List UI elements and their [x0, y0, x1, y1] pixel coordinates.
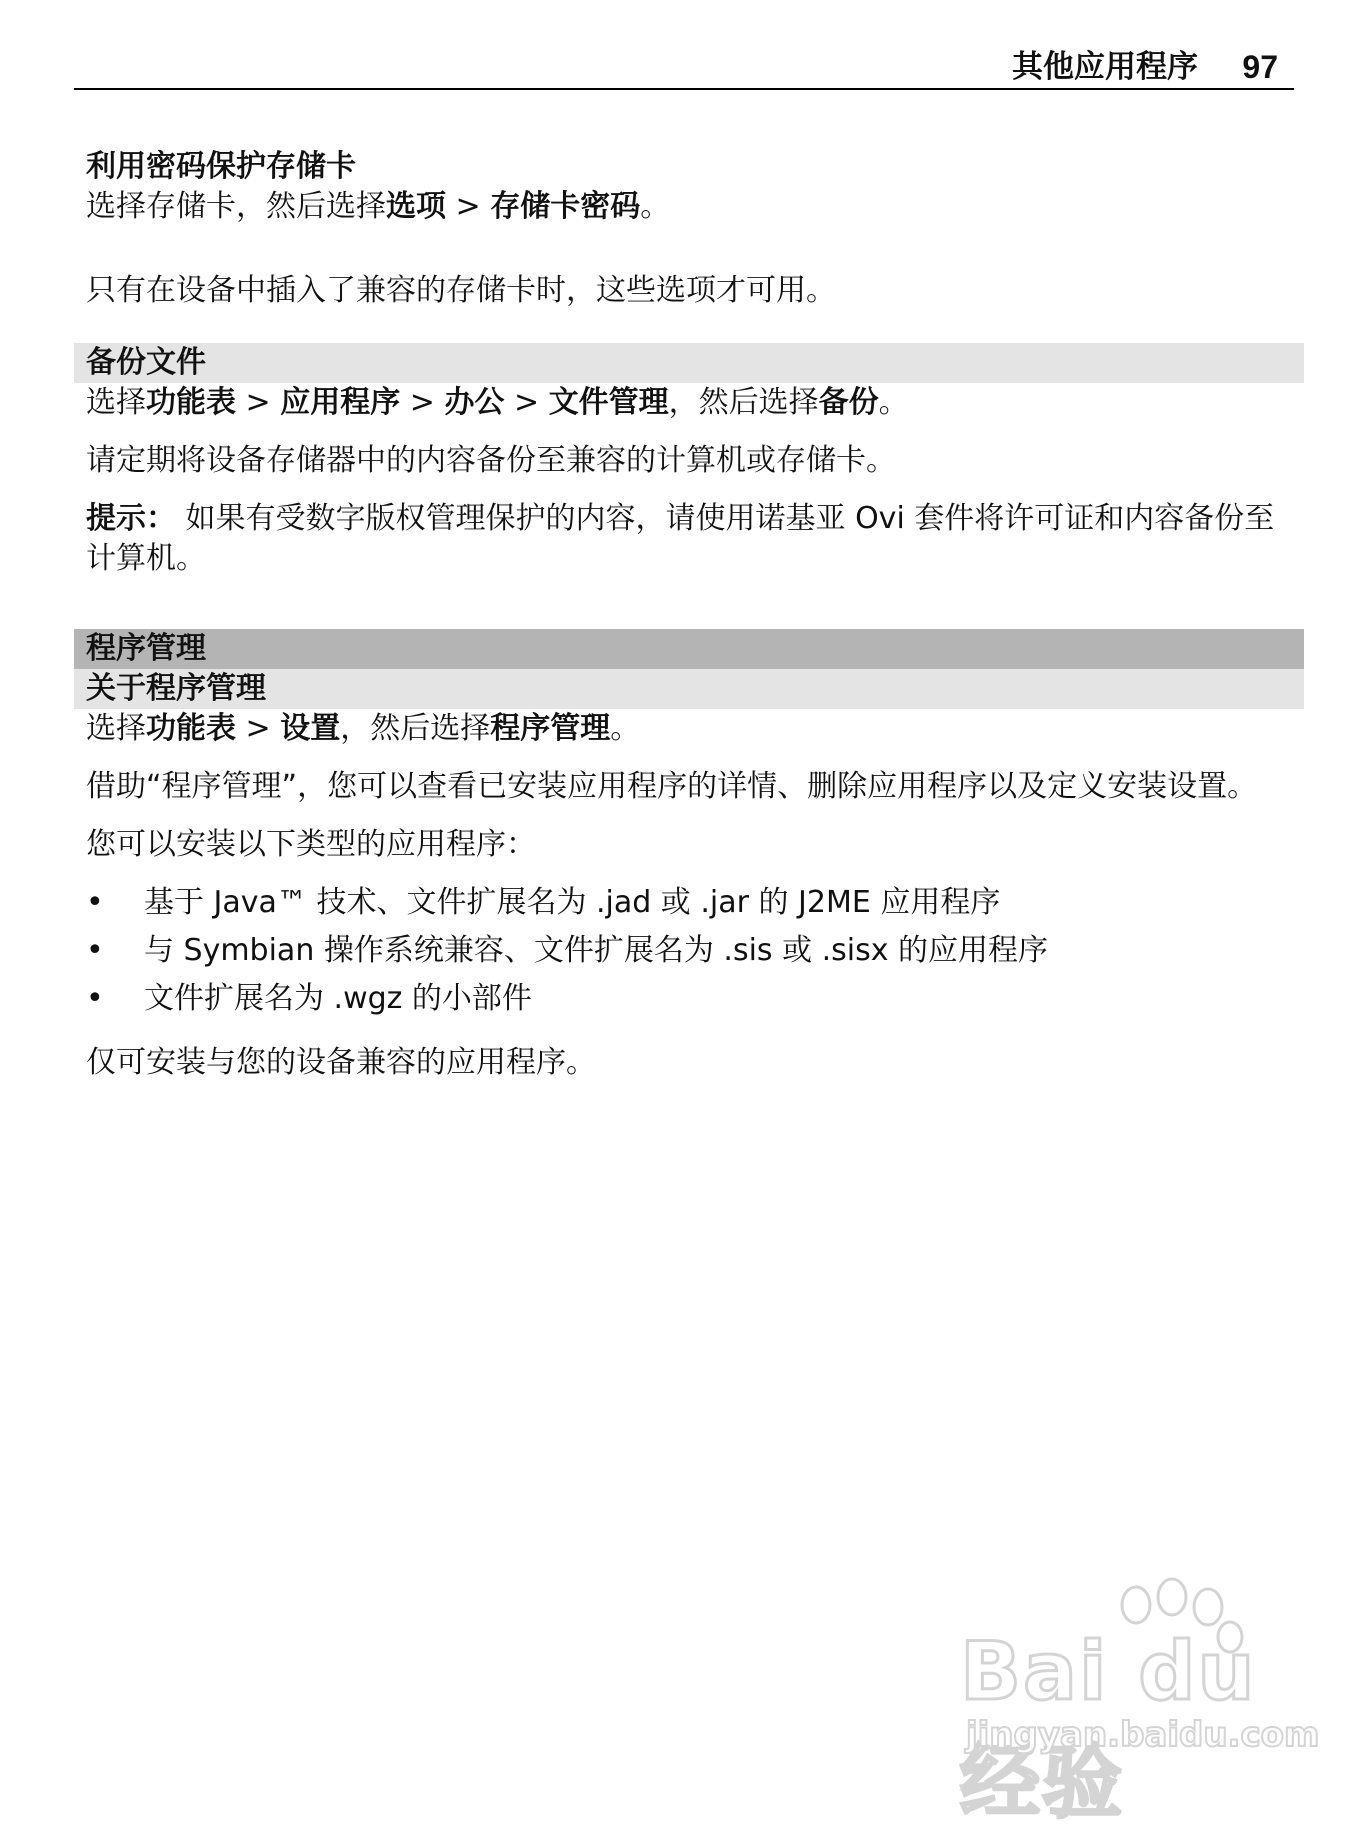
bullet-icon: • — [86, 933, 104, 968]
section-memory-card-password — [86, 147, 1292, 311]
list-item: • 基于 Java™ 技术、文件扩展名为 .jad 或 .jar 的 J2ME 应用程序 — [86, 879, 1292, 927]
body-paragraph: 仅可安装与您的设备兼容的应用程序。 — [86, 1045, 596, 1080]
menu-term: 程序管理 — [490, 711, 611, 746]
instruction-paragraph: 选择存储卡，然后选择选项 > 存储卡密码。 — [86, 189, 671, 224]
menu-term: 选项 — [386, 189, 446, 224]
section-backup-files — [86, 343, 1292, 579]
menu-term: 设置 — [280, 711, 341, 746]
watermark-logo: Bai du 经验 — [960, 1625, 1257, 1829]
page-number: 97 — [1242, 49, 1278, 85]
menu-term: 备份 — [818, 385, 879, 420]
body-paragraph: 借助“程序管理”，您可以查看已安装应用程序的详情、删除应用程序以及定义安装设置。 — [86, 769, 1258, 804]
page-content — [86, 147, 1292, 1083]
body-paragraph: 请定期将设备存储器中的内容备份至兼容的计算机或存储卡。 — [86, 443, 896, 478]
menu-term: 功能表 — [146, 385, 236, 420]
list-item: • 文件扩展名为 .wgz 的小部件 — [86, 975, 1292, 1023]
instruction-paragraph: 选择功能表 > 设置，然后选择程序管理。 — [86, 711, 641, 746]
list-item: • 与 Symbian 操作系统兼容、文件扩展名为 .sis 或 .sisx 的应用程序 — [86, 927, 1292, 975]
bullet-icon: • — [86, 981, 104, 1016]
menu-term: 应用程序 — [280, 385, 401, 420]
tip-label: 提示： — [86, 501, 176, 536]
section-heading: 程序管理 — [74, 629, 1304, 669]
menu-term: 存储卡密码 — [490, 189, 641, 224]
menu-term: 功能表 — [146, 711, 236, 746]
body-paragraph: 您可以安装以下类型的应用程序： — [86, 827, 536, 862]
chapter-title: 其他应用程序 — [1012, 49, 1198, 85]
baidu-watermark — [956, 1575, 1320, 1829]
subsection-heading: 关于程序管理 — [74, 669, 1304, 709]
section-heading: 备份文件 — [74, 343, 1304, 383]
tip-text: 如果有受数字版权管理保护的内容，请使用诺基亚 Ovi 套件将许可证和内容备份至计算机。 — [86, 501, 1275, 576]
instruction-paragraph: 选择功能表 > 应用程序 > 办公 > 文件管理，然后选择备份。 — [86, 385, 909, 420]
page-header — [74, 40, 1294, 90]
section-heading: 利用密码保护存储卡 — [86, 149, 356, 184]
watermark-url: jingyan.baidu.com — [966, 1715, 1320, 1755]
section-app-manager — [86, 629, 1292, 1083]
bullet-icon: • — [86, 885, 104, 920]
app-type-list — [86, 879, 1292, 1023]
menu-term: 办公 — [444, 385, 505, 420]
menu-term: 文件管理 — [548, 385, 669, 420]
tip-paragraph — [86, 499, 1292, 579]
note-paragraph: 只有在设备中插入了兼容的存储卡时，这些选项才可用。 — [86, 273, 836, 308]
